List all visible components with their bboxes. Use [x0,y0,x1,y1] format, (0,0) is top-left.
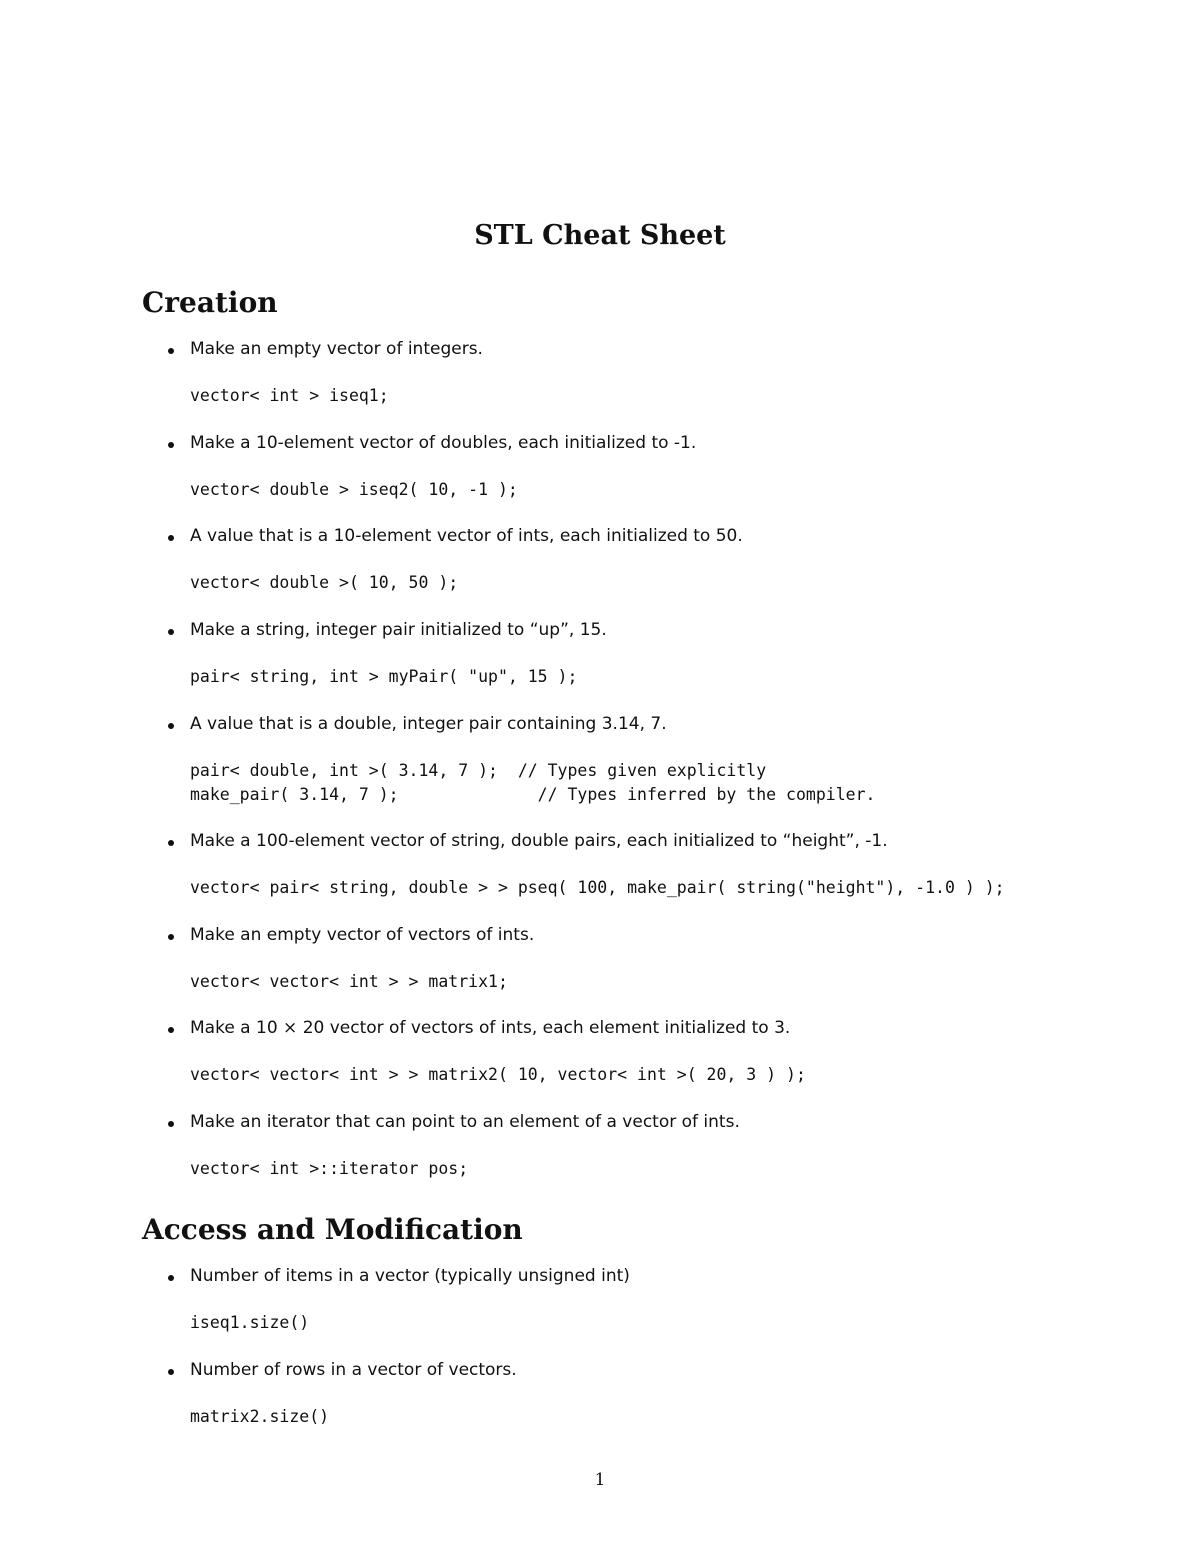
code-snippet: vector< int >::iterator pos; [190,1159,469,1178]
item-description: Make a string, integer pair initialized to “up”, 15. [190,620,607,640]
bullet-icon [168,840,174,846]
item-description: Make a 10 × 20 vector of vectors of ints, each element initialized to 3. [190,1018,791,1038]
bullet-icon [168,934,174,940]
item-description: Make an iterator that can point to an element of a vector of ints. [190,1112,740,1132]
item-description: A value that is a 10-element vector of ints, each initialized to 50. [190,526,743,546]
code-snippet: iseq1.size() [190,1313,310,1332]
item-description: Make an empty vector of vectors of ints. [190,925,535,945]
item-description: Number of items in a vector (typically unsigned int) [190,1266,630,1286]
section-heading-access-modification: Access and Modification [142,1213,523,1246]
page-number: 1 [594,1470,606,1490]
code-snippet: matrix2.size() [190,1407,330,1426]
code-snippet: vector< double >( 10, 50 ); [190,573,459,592]
bullet-icon [168,1027,174,1033]
item-description: Number of rows in a vector of vectors. [190,1360,517,1380]
bullet-icon [168,442,174,448]
code-snippet: vector< double > iseq2( 10, -1 ); [190,480,518,499]
item-description: Make an empty vector of integers. [190,339,483,359]
code-snippet: vector< vector< int > > matrix1; [190,972,508,991]
item-description: Make a 100-element vector of string, double pairs, each initialized to “height”, -1. [190,831,888,851]
code-snippet: vector< vector< int > > matrix2( 10, vector< int >( 20, 3 ) ); [190,1065,806,1084]
bullet-icon [168,723,174,729]
code-snippet: pair< double, int >( 3.14, 7 ); // Types given explicitly make_pair( 3.14, 7 ); // Types inferred by the compiler. [190,761,876,804]
bullet-icon [168,535,174,541]
bullet-icon [168,1121,174,1127]
item-description: Make a 10-element vector of doubles, each initialized to -1. [190,433,697,453]
page-title: STL Cheat Sheet [474,220,726,251]
item-description: A value that is a double, integer pair containing 3.14, 7. [190,714,667,734]
bullet-icon [168,629,174,635]
code-snippet: vector< int > iseq1; [190,386,389,405]
bullet-icon [168,1369,174,1375]
bullet-icon [168,1275,174,1281]
code-snippet: vector< pair< string, double > > pseq( 100, make_pair( string("height"), -1.0 ) ); [190,878,1005,897]
section-heading-creation: Creation [142,286,278,319]
code-snippet: pair< string, int > myPair( "up", 15 ); [190,667,578,686]
bullet-icon [168,348,174,354]
